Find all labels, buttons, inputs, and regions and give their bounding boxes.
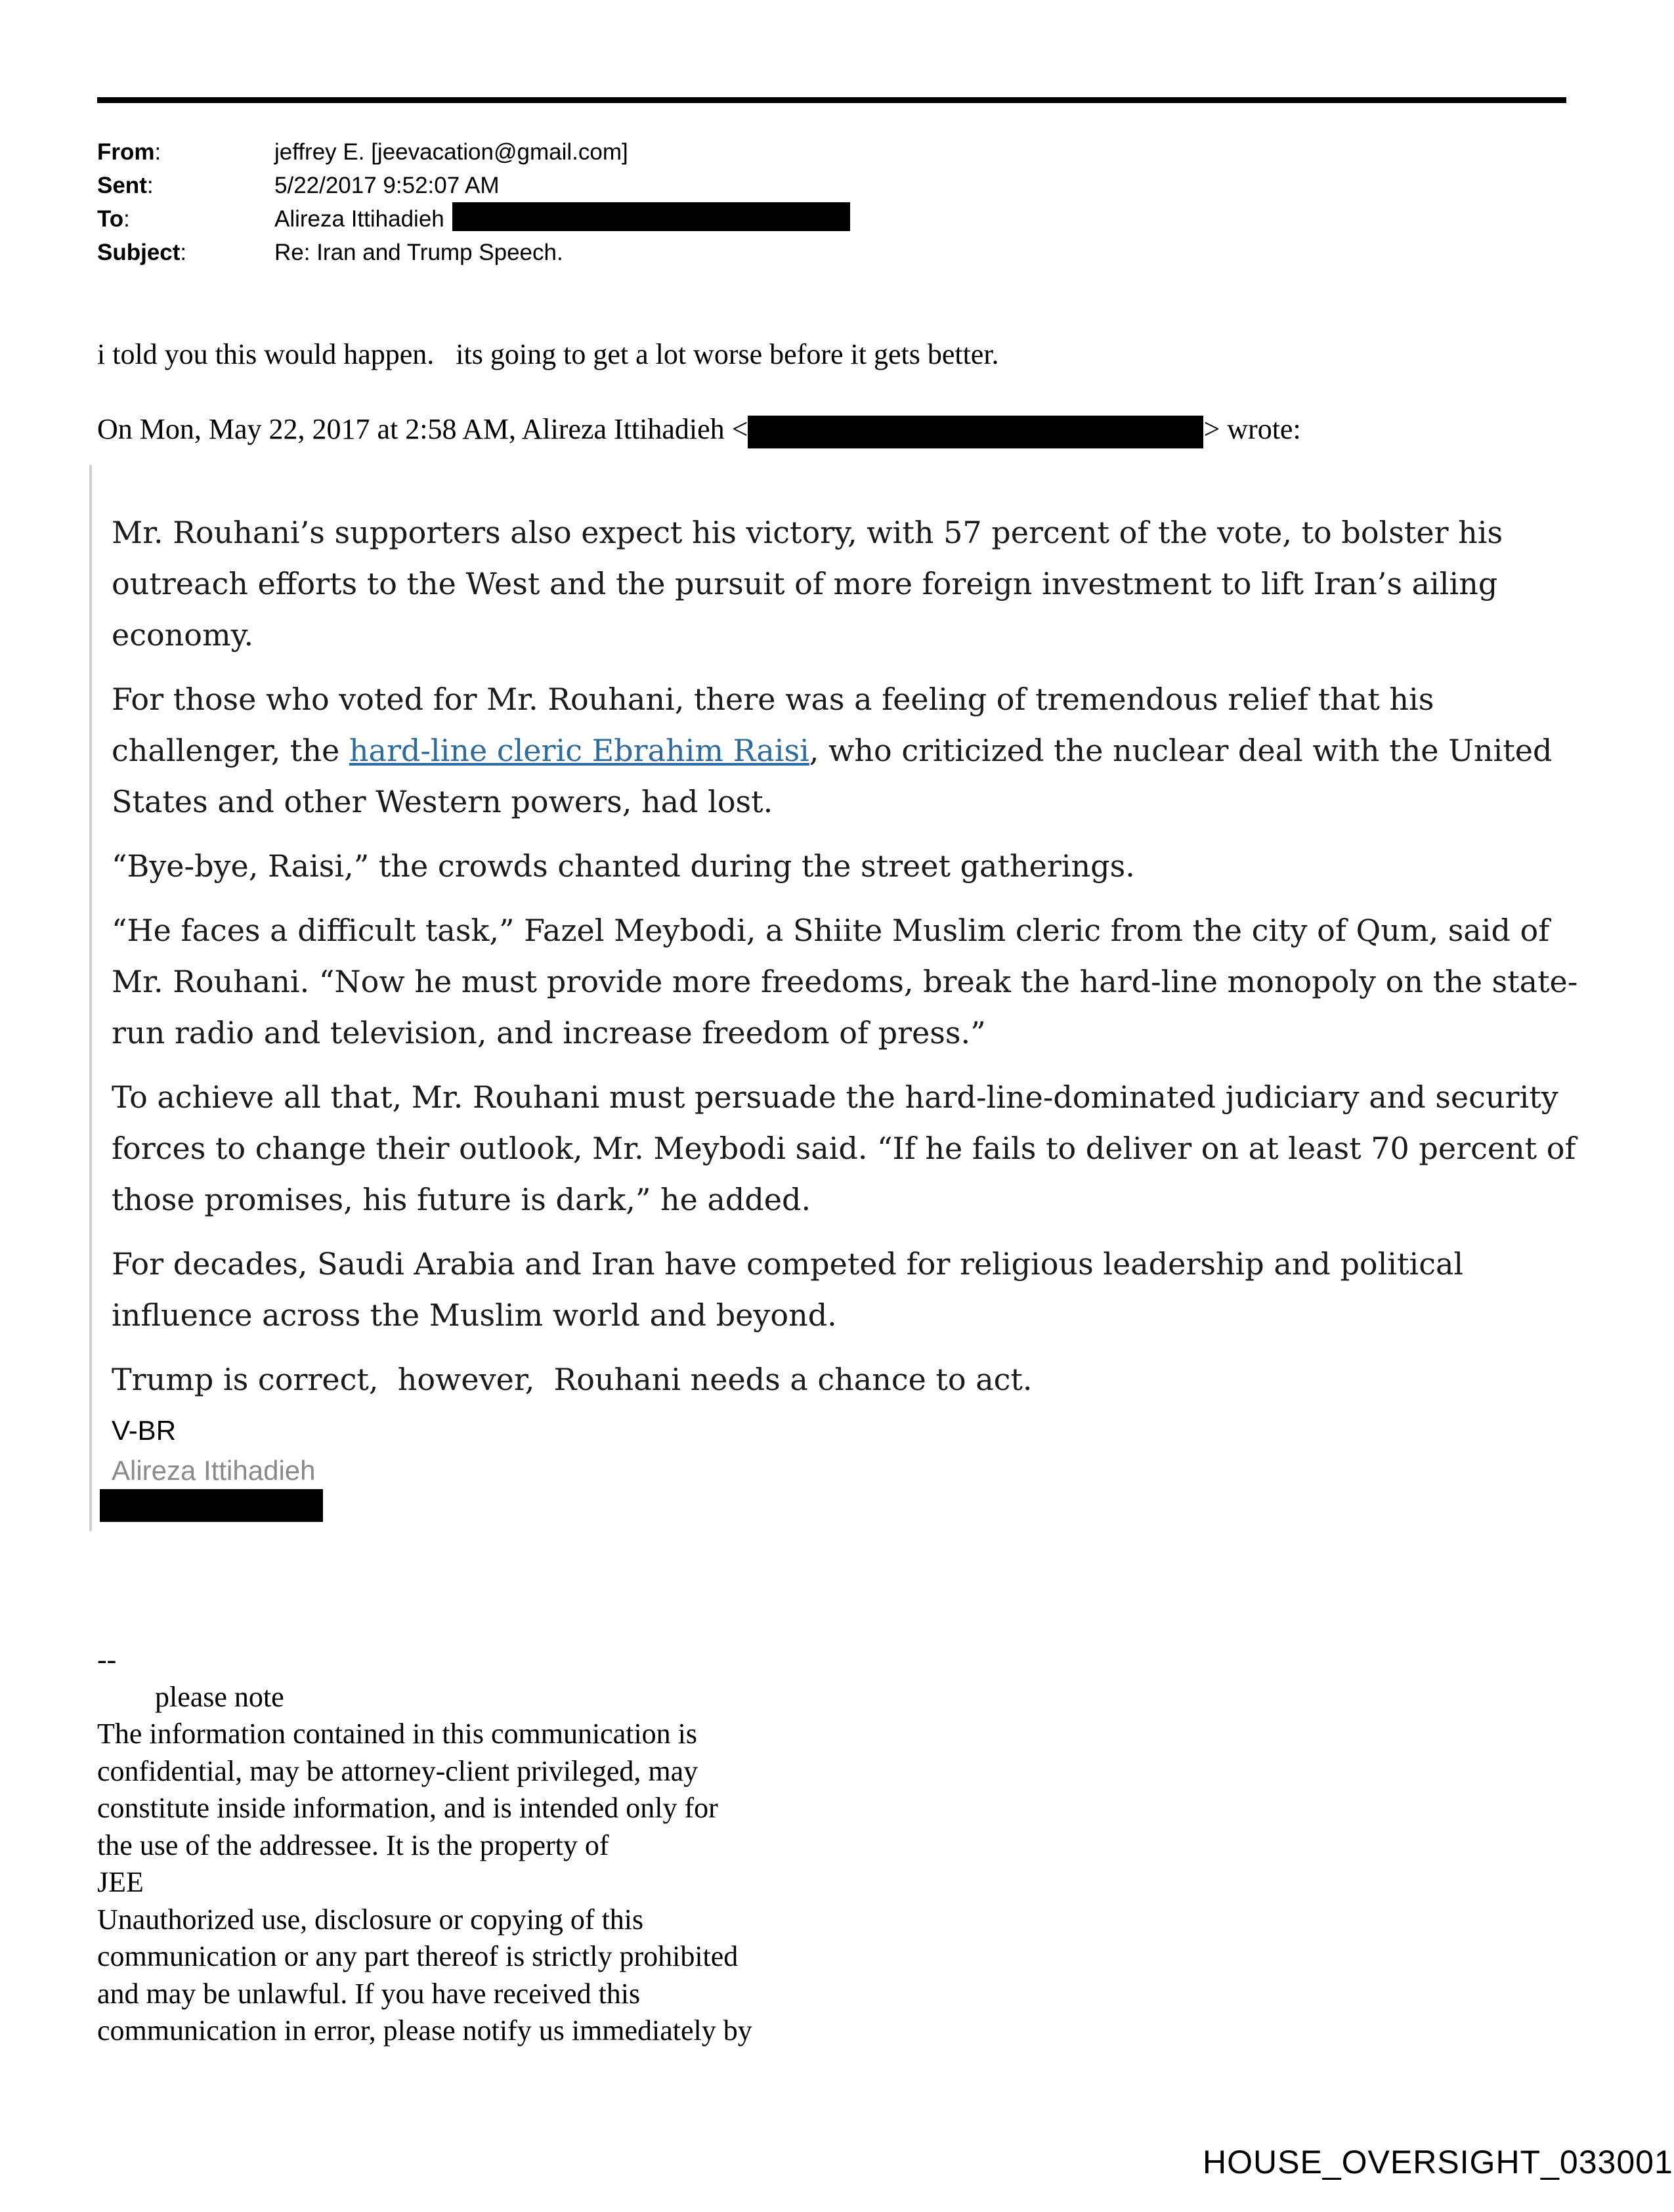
- subject-label: Subject: [97, 240, 181, 265]
- signature: [112, 1410, 316, 1490]
- quote-paragraph-2: For those who voted for Mr. Rouhani, there was a feeling of tremendous relief that his challenger, the hard-line cleric Ebrahim Raisi, who criticized the nuclear deal with the United States and other Western powers, had lost.: [112, 682, 1553, 819]
- signature-name: Alireza Ittihadieh: [112, 1455, 316, 1486]
- quote-paragraph-4: “He faces a difficult task,” Fazel Meybodi, a Shiite Muslim cleric from the city of Qum, said of Mr. Rouhani. “Now he must provide more freedoms, break the hard-line monopoly on the state-run radio and television, and increase freedom of press.”: [112, 913, 1578, 1051]
- to-label: To: [97, 206, 124, 232]
- sent-value: 5/22/2017 9:52:07 AM: [274, 173, 500, 198]
- raisi-link[interactable]: hard-line cleric Ebrahim Raisi: [349, 733, 809, 768]
- bates-number: HOUSE_OVERSIGHT_033001: [1203, 2144, 1673, 2180]
- sent-label: Sent: [97, 173, 147, 198]
- quote-intro: [97, 412, 1301, 448]
- signature-redaction: [100, 1489, 323, 1522]
- to-row: To: Alireza Ittihadieh: [97, 202, 850, 236]
- subject-value: Re: Iran and Trump Speech.: [274, 240, 563, 265]
- quote-paragraph-7: Trump is correct, however, Rouhani needs a chance to act.: [112, 1362, 1033, 1397]
- quote-intro-after: > wrote:: [1203, 413, 1301, 445]
- from-row: From: jeffrey E. [jeevacation@gmail.com]: [97, 135, 850, 169]
- quote-paragraph-5: To achieve all that, Mr. Rouhani must persuade the hard-line-dominated judiciary and security forces to change their outlook, Mr. Meybodi said. “If he fails to deliver on at least 70 percent of those promises, his future is dark,” he added.: [112, 1079, 1576, 1217]
- from-value: jeffrey E. [jeevacation@gmail.com]: [274, 139, 628, 165]
- email-header: [97, 135, 850, 269]
- from-label: From: [97, 139, 155, 165]
- footer-body: The information contained in this communication is confidential, may be attorney-client privileged, may constitute inside information, and is intended only for the use of the addressee. It is the property of JEE Unauthorized use, disclosure or copying of this communication or any part thereof is strictly prohibited and may be unlawful. If you have received this communication in error, please notify us immediately by: [97, 1718, 752, 2047]
- confidentiality-footer: [97, 1641, 752, 2050]
- quoted-message: [112, 507, 1582, 1418]
- signature-closing: V-BR: [112, 1415, 177, 1446]
- quote-paragraph-3: “Bye-bye, Raisi,” the crowds chanted during the street gatherings.: [112, 848, 1135, 884]
- quote-bar: [89, 465, 92, 1531]
- quote-paragraph-6: For decades, Saudi Arabia and Iran have competed for religious leadership and political influence across the Muslim world and beyond.: [112, 1246, 1464, 1333]
- to-value: Alireza Ittihadieh: [274, 206, 444, 232]
- top-rule: [97, 97, 1566, 103]
- sent-row: Sent: 5/22/2017 9:52:07 AM: [97, 169, 850, 202]
- quote-paragraph-1: Mr. Rouhani’s supporters also expect his victory, with 57 percent of the vote, to bolster his outreach efforts to the West and the pursuit of more foreign investment to lift Iran’s ailing economy.: [112, 515, 1503, 653]
- reply-text: i told you this would happen. its going to get a lot worse before it gets better.: [97, 338, 999, 370]
- footer-dashes: --: [97, 1643, 117, 1676]
- subject-row: Subject: Re: Iran and Trump Speech.: [97, 236, 850, 269]
- email-redaction: [748, 416, 1203, 448]
- footer-note: please note: [97, 1680, 284, 1713]
- quote-intro-before: On Mon, May 22, 2017 at 2:58 AM, Alireza Ittihadieh <: [97, 413, 748, 445]
- to-redaction: [452, 202, 850, 231]
